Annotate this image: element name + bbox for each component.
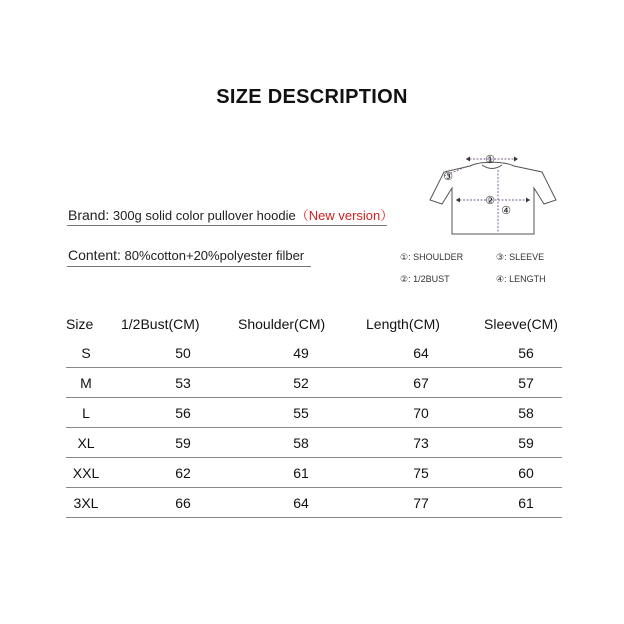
cell-sleeve: 56 [518,345,534,361]
content-text: 80%cotton+20%polyester filber [120,248,305,263]
cell-shoulder: 64 [293,495,309,511]
cell-shoulder: 52 [293,375,309,391]
cell-shoulder: 61 [293,465,309,481]
legend-text: SHOULDER [413,252,464,262]
cell-bust: 56 [175,405,191,421]
content-label: Content: [68,247,121,263]
hoodie-diagram [422,148,562,244]
brand-highlight: （New version） [295,208,394,223]
legend-item-bust [400,274,450,285]
cell-bust: 50 [175,345,191,361]
content-underline [67,266,311,267]
cell-sleeve: 57 [518,375,534,391]
table-row [66,338,562,368]
shoulder-arrow-right [514,157,518,162]
marker-3: ③ [443,170,453,183]
marker-2: ② [485,194,495,207]
legend-num: ④: [496,274,507,284]
shoulder-arrow-left [466,157,470,162]
brand-text: 300g solid color pullover hoodie [109,208,296,223]
cell-length: 75 [413,465,429,481]
header-size: Size [66,316,94,332]
cell-size: M [80,375,92,391]
cell-length: 70 [413,405,429,421]
content-line [68,247,304,263]
cell-sleeve: 59 [518,435,534,451]
cell-bust: 66 [175,495,191,511]
cell-shoulder: 58 [293,435,309,451]
brand-line [68,205,393,224]
cell-bust: 53 [175,375,191,391]
cell-size: XXL [72,465,100,481]
cell-sleeve: 58 [518,405,534,421]
table-row [66,368,562,398]
marker-1: ① [485,153,495,166]
table-row [66,488,562,518]
cell-sleeve: 61 [518,495,534,511]
cell-length: 77 [413,495,429,511]
legend-num: ②: [400,274,411,284]
header-bust: 1/2Bust(CM) [121,316,200,332]
table-row [66,398,562,428]
table-row [66,458,562,488]
cell-size: 3XL [73,495,99,511]
cell-size: S [81,345,91,361]
cell-bust: 59 [175,435,191,451]
legend-text: SLEEVE [509,252,545,262]
legend-item-shoulder [400,252,463,263]
cell-length: 67 [413,375,429,391]
table-header-row [66,310,562,338]
legend-num: ①: [400,252,411,262]
cell-bust: 62 [175,465,191,481]
table-row [66,428,562,458]
legend-item-sleeve [496,252,544,263]
cell-shoulder: 49 [293,345,309,361]
legend-item-length [496,274,546,285]
brand-label: Brand: [68,207,110,223]
row-divider [66,517,562,518]
legend-text: 1/2BUST [413,274,450,284]
cell-size: XL [77,435,95,451]
cell-sleeve: 60 [518,465,534,481]
header-length: Length(CM) [366,316,440,332]
cell-length: 73 [413,435,429,451]
brand-underline [67,225,387,226]
page-title: SIZE DESCRIPTION [216,86,408,108]
cell-length: 64 [413,345,429,361]
size-table [66,310,562,518]
cell-size: L [82,405,90,421]
legend-text: LENGTH [509,274,546,284]
bust-arrow-right [526,198,530,203]
cell-shoulder: 55 [293,405,309,421]
marker-4: ④ [501,204,511,217]
header-sleeve: Sleeve(CM) [484,316,558,332]
bust-arrow-left [456,198,460,203]
legend-num: ③: [496,252,507,262]
header-shoulder: Shoulder(CM) [238,316,326,332]
